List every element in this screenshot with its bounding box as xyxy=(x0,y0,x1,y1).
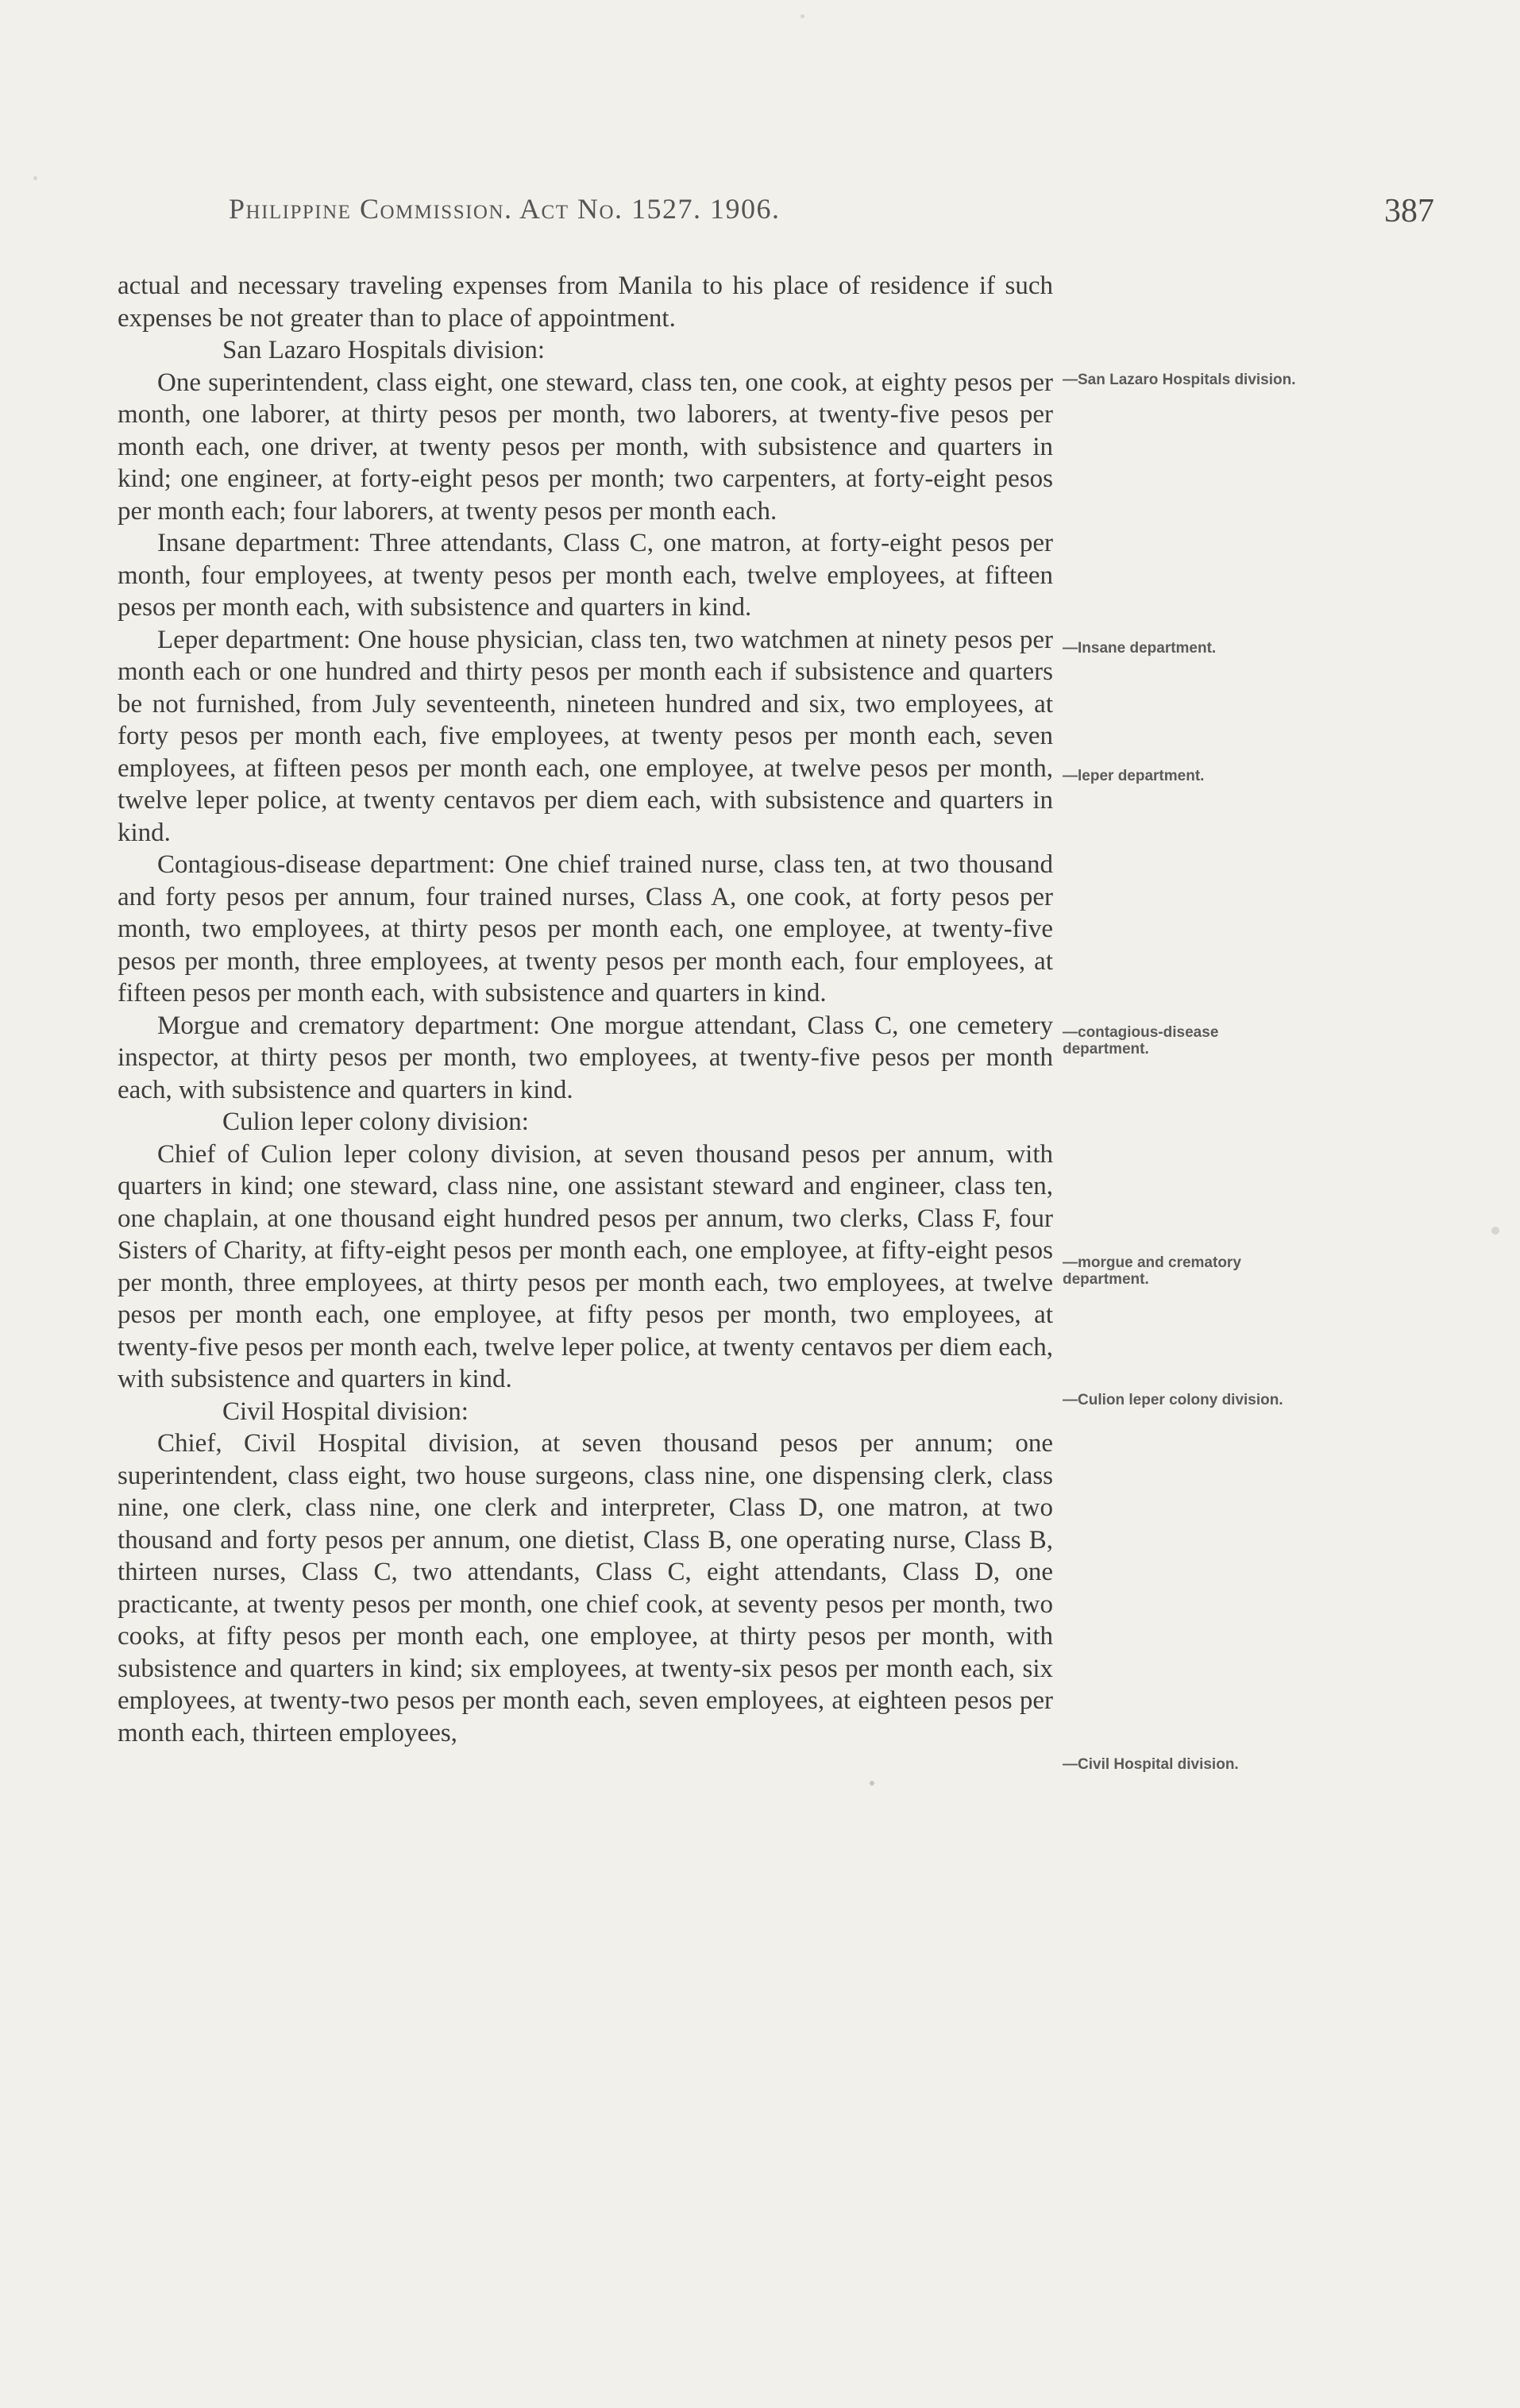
ink-speck xyxy=(801,14,804,18)
division-heading: Culion leper colony division: xyxy=(222,1108,529,1136)
margin-note: —contagious-disease department. xyxy=(1063,1024,1219,1058)
paragraph: Leper department: One house physician, class ten, two watchmen at ninety pesos per month each or one hundred and thirty pesos per month each if subsistence and quarters be not furnished, from July seventeenth, nineteen hundred and six, two employees, at forty pesos per month each, five employees, at twenty pesos per month each, seven employees, at fifteen pesos per month each, one employee, at twelve pesos per month, twelve leper police, at twenty centavos per diem each, with subsistence and quarters in kind. xyxy=(118,625,1053,847)
margin-note: —leper department. xyxy=(1063,768,1205,784)
page-header xyxy=(229,192,1434,240)
body-text xyxy=(118,270,1053,1749)
paragraph: Morgue and crematory department: One morgue attendant, Class C, one cemetery inspector, at thirty pesos per month, two employees, at twenty-five pesos per month each, with subsistence and quarters in kind. xyxy=(118,1011,1053,1104)
ink-speck xyxy=(870,1781,874,1786)
margin-note: —Civil Hospital division. xyxy=(1063,1756,1239,1773)
paragraph: actual and necessary traveling expenses from Manila to his place of residence if such expenses be not greater than to place of appointment. xyxy=(118,272,1053,333)
ink-speck xyxy=(1491,1227,1499,1235)
paragraph: Chief, Civil Hospital division, at seven thousand pesos per annum; one superintendent, class eight, two house surgeons, class nine, one dispensing clerk, class nine, one clerk, class nine, one clerk and interpreter, Class D, one matron, at two thousand and forty pesos per annum, one dietist, Class B, one operating nurse, Class B, thirteen nurses, Class C, two attendants, Class C, eight attendants, Class D, one practicante, at twenty pesos per month, one chief cook, at seventy pesos per month, two cooks, at fifty pesos per month each, one employee, at thirty pesos per month, with subsistence and quarters in kind; six employees, at twenty-six pesos per month each, six employees, at twenty-two pesos per month each, seven employees, at eighteen pesos per month each, thirteen employees, xyxy=(118,1429,1053,1747)
paragraph: Insane department: Three attendants, Class C, one matron, at forty-eight pesos per month, four employees, at twenty pesos per month each, twelve employees, at fifteen pesos per month each, with subsistence and quarters in kind. xyxy=(118,529,1053,622)
ink-speck xyxy=(33,176,37,180)
margin-note: —Culion leper colony division. xyxy=(1063,1392,1283,1408)
margin-note: —Insane department. xyxy=(1063,640,1217,657)
division-heading: San Lazaro Hospitals division: xyxy=(222,336,546,364)
paragraph: One superintendent, class eight, one steward, class ten, one cook, at eighty pesos per month, one laborer, at thirty pesos per month, two laborers, at twenty-five pesos per month each, one driver, at twenty pesos per month, with subsistence and quarters in kind; one engineer, at forty-eight pesos per month; two carpenters, at forty-eight pesos per month each; four laborers, at twenty pesos per month each. xyxy=(118,368,1053,526)
running-head: Philippine Commission. Act No. 1527. 1906. xyxy=(229,193,781,225)
paragraph: Chief of Culion leper colony division, at seven thousand pesos per annum, with quarters in kind; one steward, class nine, one assistant steward and engineer, class ten, one chaplain, at one thousand eight hundred pesos per annum, two clerks, Class F, four Sisters of Charity, at fifty-eight pesos per month each, one employee, at fifty-eight pesos per month, three employees, at thirty pesos per month each, two employees, at twelve pesos per month each, one employee, at fifty pesos per month, two employees, at twenty-five pesos per month each, twelve leper police, at twenty centavos per diem each, with subsistence and quarters in kind. xyxy=(118,1139,1053,1393)
page-number: 387 xyxy=(1384,193,1434,229)
division-heading: Civil Hospital division: xyxy=(222,1397,469,1426)
margin-note: —San Lazaro Hospitals division. xyxy=(1063,372,1296,388)
paragraph: Contagious-disease department: One chief trained nurse, class ten, at two thousand and forty pesos per annum, four trained nurses, Class A, one cook, at forty pesos per month, two employees, at thirty pesos per month each, one employee, at twenty-five pesos per month, three employees, at twenty pesos per month each, four employees, at fifteen pesos per month each, with subsistence and quarters in kind. xyxy=(118,850,1053,1008)
margin-note: —morgue and crematory department. xyxy=(1063,1254,1241,1288)
